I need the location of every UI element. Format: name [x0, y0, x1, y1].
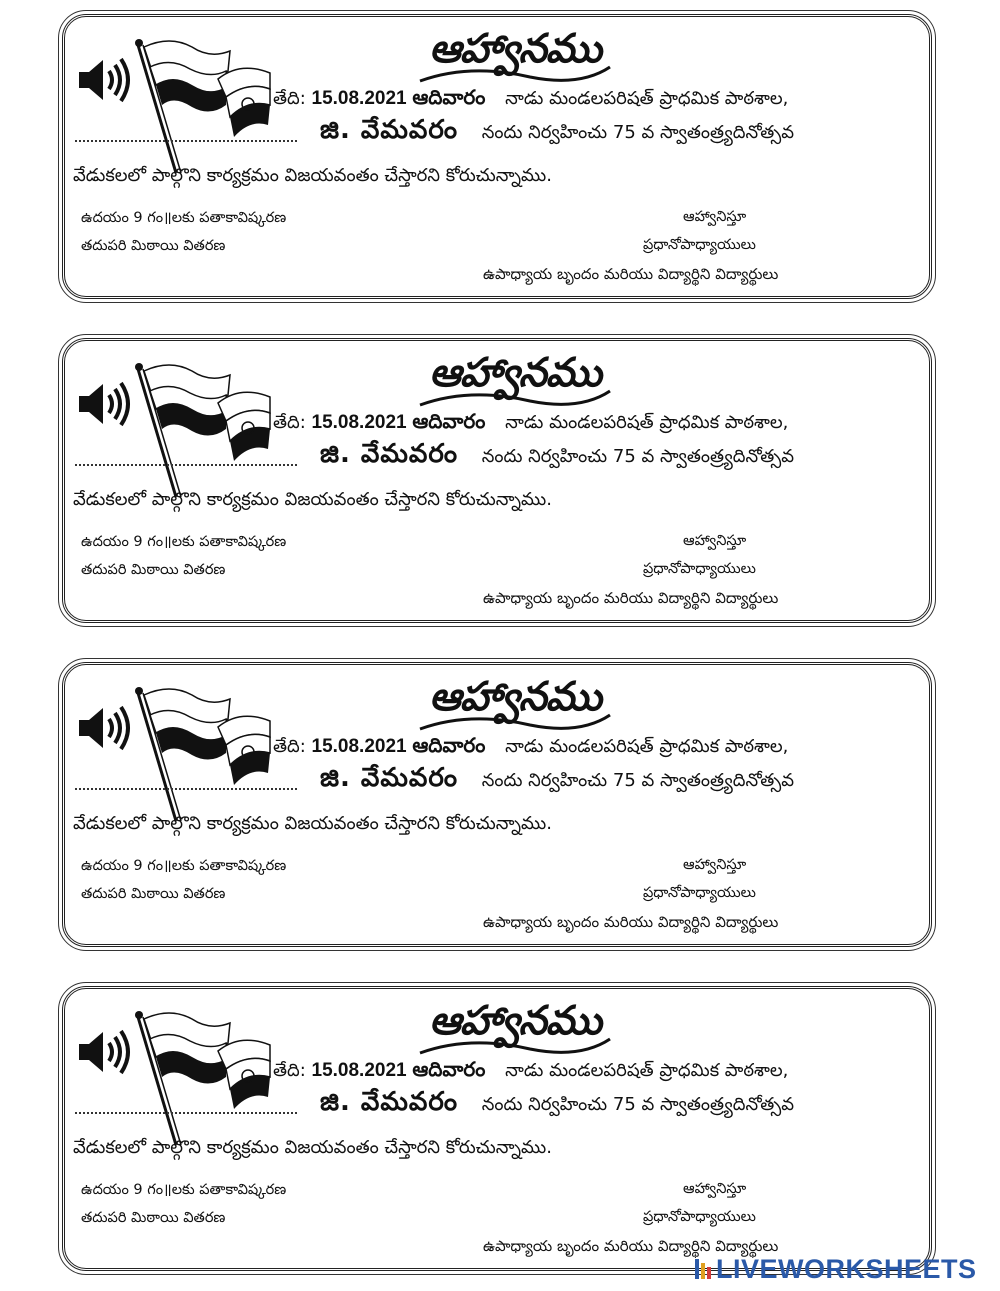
date-prefix: తేది:: [273, 412, 306, 433]
program-flag-hoisting: ఉదయం 9 గం॥లకు పతాకావిష్కరణ: [81, 1182, 287, 1198]
invitation-card-4: [62, 986, 932, 1271]
program-sweets: తదుపరి మిఠాయి వితరణ: [81, 238, 226, 254]
invitation-title: ఆహ్వానము: [429, 349, 601, 396]
venue-line: [320, 115, 794, 151]
flag-illustration: [130, 997, 280, 1147]
invitation-card-2: [62, 338, 932, 623]
date-line: [273, 85, 788, 114]
program-sweets: తదుపరి మిఠాయి వితరణ: [81, 1210, 226, 1226]
event-description: నందు నిర్వహించు 75 వ స్వాతంత్ర్యదినోత్సవ: [481, 446, 795, 467]
date-prefix: తేది:: [273, 1060, 306, 1081]
venue-line: [320, 439, 794, 475]
school-name: నాడు మండలపరిషత్ ప్రాధమిక పాఠశాల,: [505, 88, 789, 109]
liveworksheets-logo-icon: [694, 1257, 712, 1281]
flag-illustration: [130, 349, 280, 499]
speaker-icon[interactable]: [75, 55, 131, 105]
request-line: వేడుకలలో పాల్గొని కార్యక్రమం విజయవంతం చేస్తారని కోరుచున్నాము.: [73, 165, 552, 186]
program-flag-hoisting: ఉదయం 9 గం॥లకు పతాకావిష్కరణ: [81, 858, 287, 874]
venue-line: [320, 763, 794, 799]
flag-illustration: [130, 25, 280, 175]
event-day: ఆదివారం: [412, 85, 486, 109]
event-date: 15.08.2021: [311, 736, 407, 757]
invitation-card-3: [62, 662, 932, 947]
blank-dotted-line: [75, 788, 297, 790]
signature-headmaster: ప్రధానోపాధ్యాయులు: [643, 237, 756, 253]
request-line: వేడుకలలో పాల్గొని కార్యక్రమం విజయవంతం చేస్తారని కోరుచున్నాము.: [73, 813, 552, 834]
school-name: నాడు మండలపరిషత్ ప్రాధమిక పాఠశాల,: [505, 412, 789, 433]
title-underline-swash: [410, 381, 620, 411]
event-day: ఆదివారం: [412, 1057, 486, 1081]
request-line: వేడుకలలో పాల్గొని కార్యక్రమం విజయవంతం చేస్తారని కోరుచున్నాము.: [73, 1137, 552, 1158]
event-date: 15.08.2021: [311, 1060, 407, 1081]
event-date: 15.08.2021: [311, 412, 407, 433]
date-prefix: తేది:: [273, 736, 306, 757]
signature-staff-students: ఉపాధ్యాయ బృందం మరియు విద్యార్థిని విద్యార్థులు: [483, 1237, 779, 1255]
title-underline-swash: [410, 705, 620, 735]
blank-dotted-line: [75, 140, 297, 142]
event-day: ఆదివారం: [412, 409, 486, 433]
invitation-title: ఆహ్వానము: [429, 997, 601, 1044]
signature-staff-students: ఉపాధ్యాయ బృందం మరియు విద్యార్థిని విద్యార్థులు: [483, 913, 779, 931]
signature-headmaster: ప్రధానోపాధ్యాయులు: [643, 561, 756, 577]
program-flag-hoisting: ఉదయం 9 గం॥లకు పతాకావిష్కరణ: [81, 534, 287, 550]
village-name: జి. వేమవరం: [320, 763, 459, 793]
event-description: నందు నిర్వహించు 75 వ స్వాతంత్ర్యదినోత్సవ: [481, 1094, 795, 1115]
invitation-title: ఆహ్వానము: [429, 25, 601, 72]
date-line: [273, 409, 788, 438]
signature-inviting: ఆహ్వానిస్తూ: [683, 1181, 747, 1197]
title-underline-swash: [410, 57, 620, 87]
village-name: జి. వేమవరం: [320, 1087, 459, 1117]
signature-inviting: ఆహ్వానిస్తూ: [683, 857, 747, 873]
village-name: జి. వేమవరం: [320, 439, 459, 469]
signature-headmaster: ప్రధానోపాధ్యాయులు: [643, 885, 756, 901]
request-line: వేడుకలలో పాల్గొని కార్యక్రమం విజయవంతం చేస్తారని కోరుచున్నాము.: [73, 489, 552, 510]
speaker-icon[interactable]: [75, 703, 131, 753]
speaker-icon[interactable]: [75, 1027, 131, 1077]
blank-dotted-line: [75, 1112, 297, 1114]
event-day: ఆదివారం: [412, 733, 486, 757]
date-line: [273, 1057, 788, 1086]
signature-inviting: ఆహ్వానిస్తూ: [683, 209, 747, 225]
program-sweets: తదుపరి మిఠాయి వితరణ: [81, 886, 226, 902]
flag-illustration: [130, 673, 280, 823]
blank-dotted-line: [75, 464, 297, 466]
village-name: జి. వేమవరం: [320, 115, 459, 145]
signature-headmaster: ప్రధానోపాధ్యాయులు: [643, 1209, 756, 1225]
date-prefix: తేది:: [273, 88, 306, 109]
signature-inviting: ఆహ్వానిస్తూ: [683, 533, 747, 549]
event-date: 15.08.2021: [311, 88, 407, 109]
title-underline-swash: [410, 1029, 620, 1059]
school-name: నాడు మండలపరిషత్ ప్రాధమిక పాఠశాల,: [505, 1060, 789, 1081]
signature-staff-students: ఉపాధ్యాయ బృందం మరియు విద్యార్థిని విద్యార్థులు: [483, 589, 779, 607]
invitation-title: ఆహ్వానము: [429, 673, 601, 720]
venue-line: [320, 1087, 794, 1123]
speaker-icon[interactable]: [75, 379, 131, 429]
invitation-card-1: [62, 14, 932, 299]
event-description: నందు నిర్వహించు 75 వ స్వాతంత్ర్యదినోత్సవ: [481, 122, 795, 143]
program-sweets: తదుపరి మిఠాయి వితరణ: [81, 562, 226, 578]
signature-staff-students: ఉపాధ్యాయ బృందం మరియు విద్యార్థిని విద్యార్థులు: [483, 265, 779, 283]
event-description: నందు నిర్వహించు 75 వ స్వాతంత్ర్యదినోత్సవ: [481, 770, 795, 791]
program-flag-hoisting: ఉదయం 9 గం॥లకు పతాకావిష్కరణ: [81, 210, 287, 226]
brand-label: LIVEWORKSHEETS: [716, 1253, 977, 1284]
liveworksheets-watermark[interactable]: [694, 1254, 977, 1284]
date-line: [273, 733, 788, 762]
school-name: నాడు మండలపరిషత్ ప్రాధమిక పాఠశాల,: [505, 736, 789, 757]
